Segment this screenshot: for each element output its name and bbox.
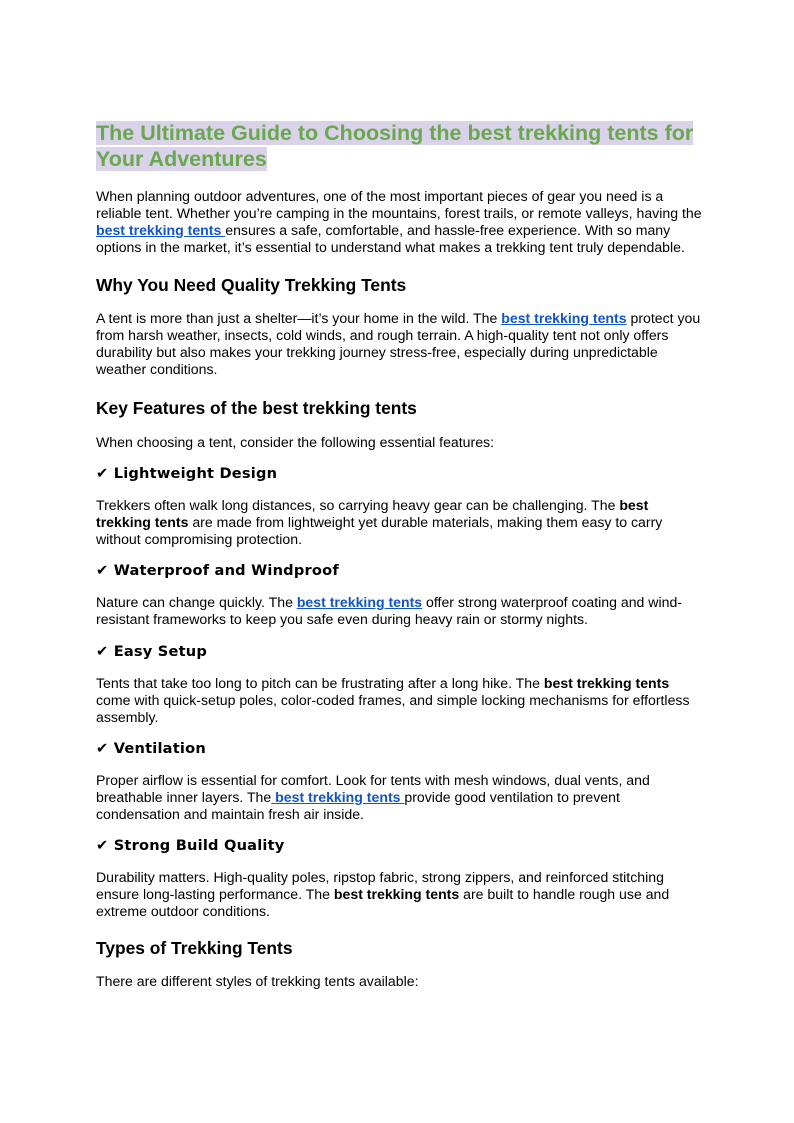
article-title-text: The Ultimate Guide to Choosing the best trekking tents for Your Adventures — [96, 121, 694, 171]
feature-ventilation-heading: ✔ Ventilation — [96, 740, 206, 757]
feature-build-before: Durability matters. High-quality poles, ripstop fabric, strong zippers, and reinforced stitching ensure long-lasting performance. The — [96, 869, 664, 902]
feature-setup-bold: best trekking tents — [543, 675, 670, 691]
article-body — [96, 120, 702, 990]
feature-lightweight-after: are made from lightweight yet durable materials, making them easy to carry without compromising protection. — [96, 514, 663, 547]
feature-ventilation-after: provide good ventilation to prevent condensation and maintain fresh air inside. — [96, 789, 620, 822]
feature-waterproof-after: offer strong waterproof coating and wind-resistant frameworks to keep you safe even during heavy rain or stormy nights. — [96, 594, 682, 627]
key-features-heading: Key Features of the best trekking tents — [96, 398, 417, 418]
why-link[interactable]: best trekking tents — [501, 310, 627, 326]
feature-setup-paragraph — [96, 675, 702, 726]
why-text-before: A tent is more than just a shelter—it’s your home in the wild. The — [96, 310, 502, 326]
intro-link[interactable]: best trekking tents — [96, 222, 226, 238]
feature-setup-before: Tents that take too long to pitch can be frustrating after a long hike. The — [96, 675, 544, 691]
intro-text-after: ensures a safe, comfortable, and hassle-free experience. With so many options in the market, it’s essential to understand what makes a trekking tent truly dependable. — [96, 222, 685, 255]
feature-waterproof-before: Nature can change quickly. The — [96, 594, 297, 610]
feature-lightweight-paragraph — [96, 497, 702, 548]
feature-ventilation-before: Proper airflow is essential for comfort. Look for tents with mesh windows, dual vents, and breathable inner layers. The — [96, 772, 650, 805]
feature-setup-heading: ✔ Easy Setup — [96, 643, 208, 660]
feature-waterproof-paragraph — [96, 594, 702, 628]
feature-ventilation-link[interactable]: best trekking tents — [271, 789, 405, 805]
why-heading: Why You Need Quality Trekking Tents — [96, 275, 407, 295]
feature-lightweight-bold: best trekking tents — [96, 497, 649, 530]
intro-paragraph — [96, 188, 702, 256]
feature-lightweight-before: Trekkers often walk long distances, so carrying heavy gear can be challenging. The — [96, 497, 620, 513]
feature-waterproof-link[interactable]: best trekking tents — [296, 594, 423, 610]
key-features-intro: When choosing a tent, consider the following essential features: — [96, 434, 494, 450]
why-text-after: protect you from harsh weather, insects, cold winds, and rough terrain. A high-quality tent not only offers durability but also makes your trekking journey stress-free, especially during unpredictable weather conditions. — [96, 310, 701, 377]
types-heading: Types of Trekking Tents — [96, 938, 293, 958]
feature-lightweight-heading: ✔ Lightweight Design — [96, 465, 278, 482]
feature-ventilation-paragraph — [96, 772, 702, 823]
intro-text-before: When planning outdoor adventures, one of the most important pieces of gear you need is a reliable tent. Whether you’re camping in the mountains, forest trails, or remote valleys, having the — [96, 188, 702, 221]
article-title — [96, 120, 702, 172]
feature-setup-after: come with quick-setup poles, color-coded frames, and simple locking mechanisms for effortless assembly. — [96, 692, 690, 725]
types-intro: There are different styles of trekking tents available: — [96, 973, 419, 989]
feature-waterproof-heading: ✔ Waterproof and Windproof — [96, 562, 339, 579]
feature-build-heading: ✔ Strong Build Quality — [96, 837, 285, 854]
feature-build-paragraph — [96, 869, 702, 920]
feature-build-after: are built to handle rough use and extreme outdoor conditions. — [96, 886, 670, 919]
why-paragraph — [96, 310, 702, 378]
feature-build-bold: best trekking tents — [333, 886, 460, 902]
